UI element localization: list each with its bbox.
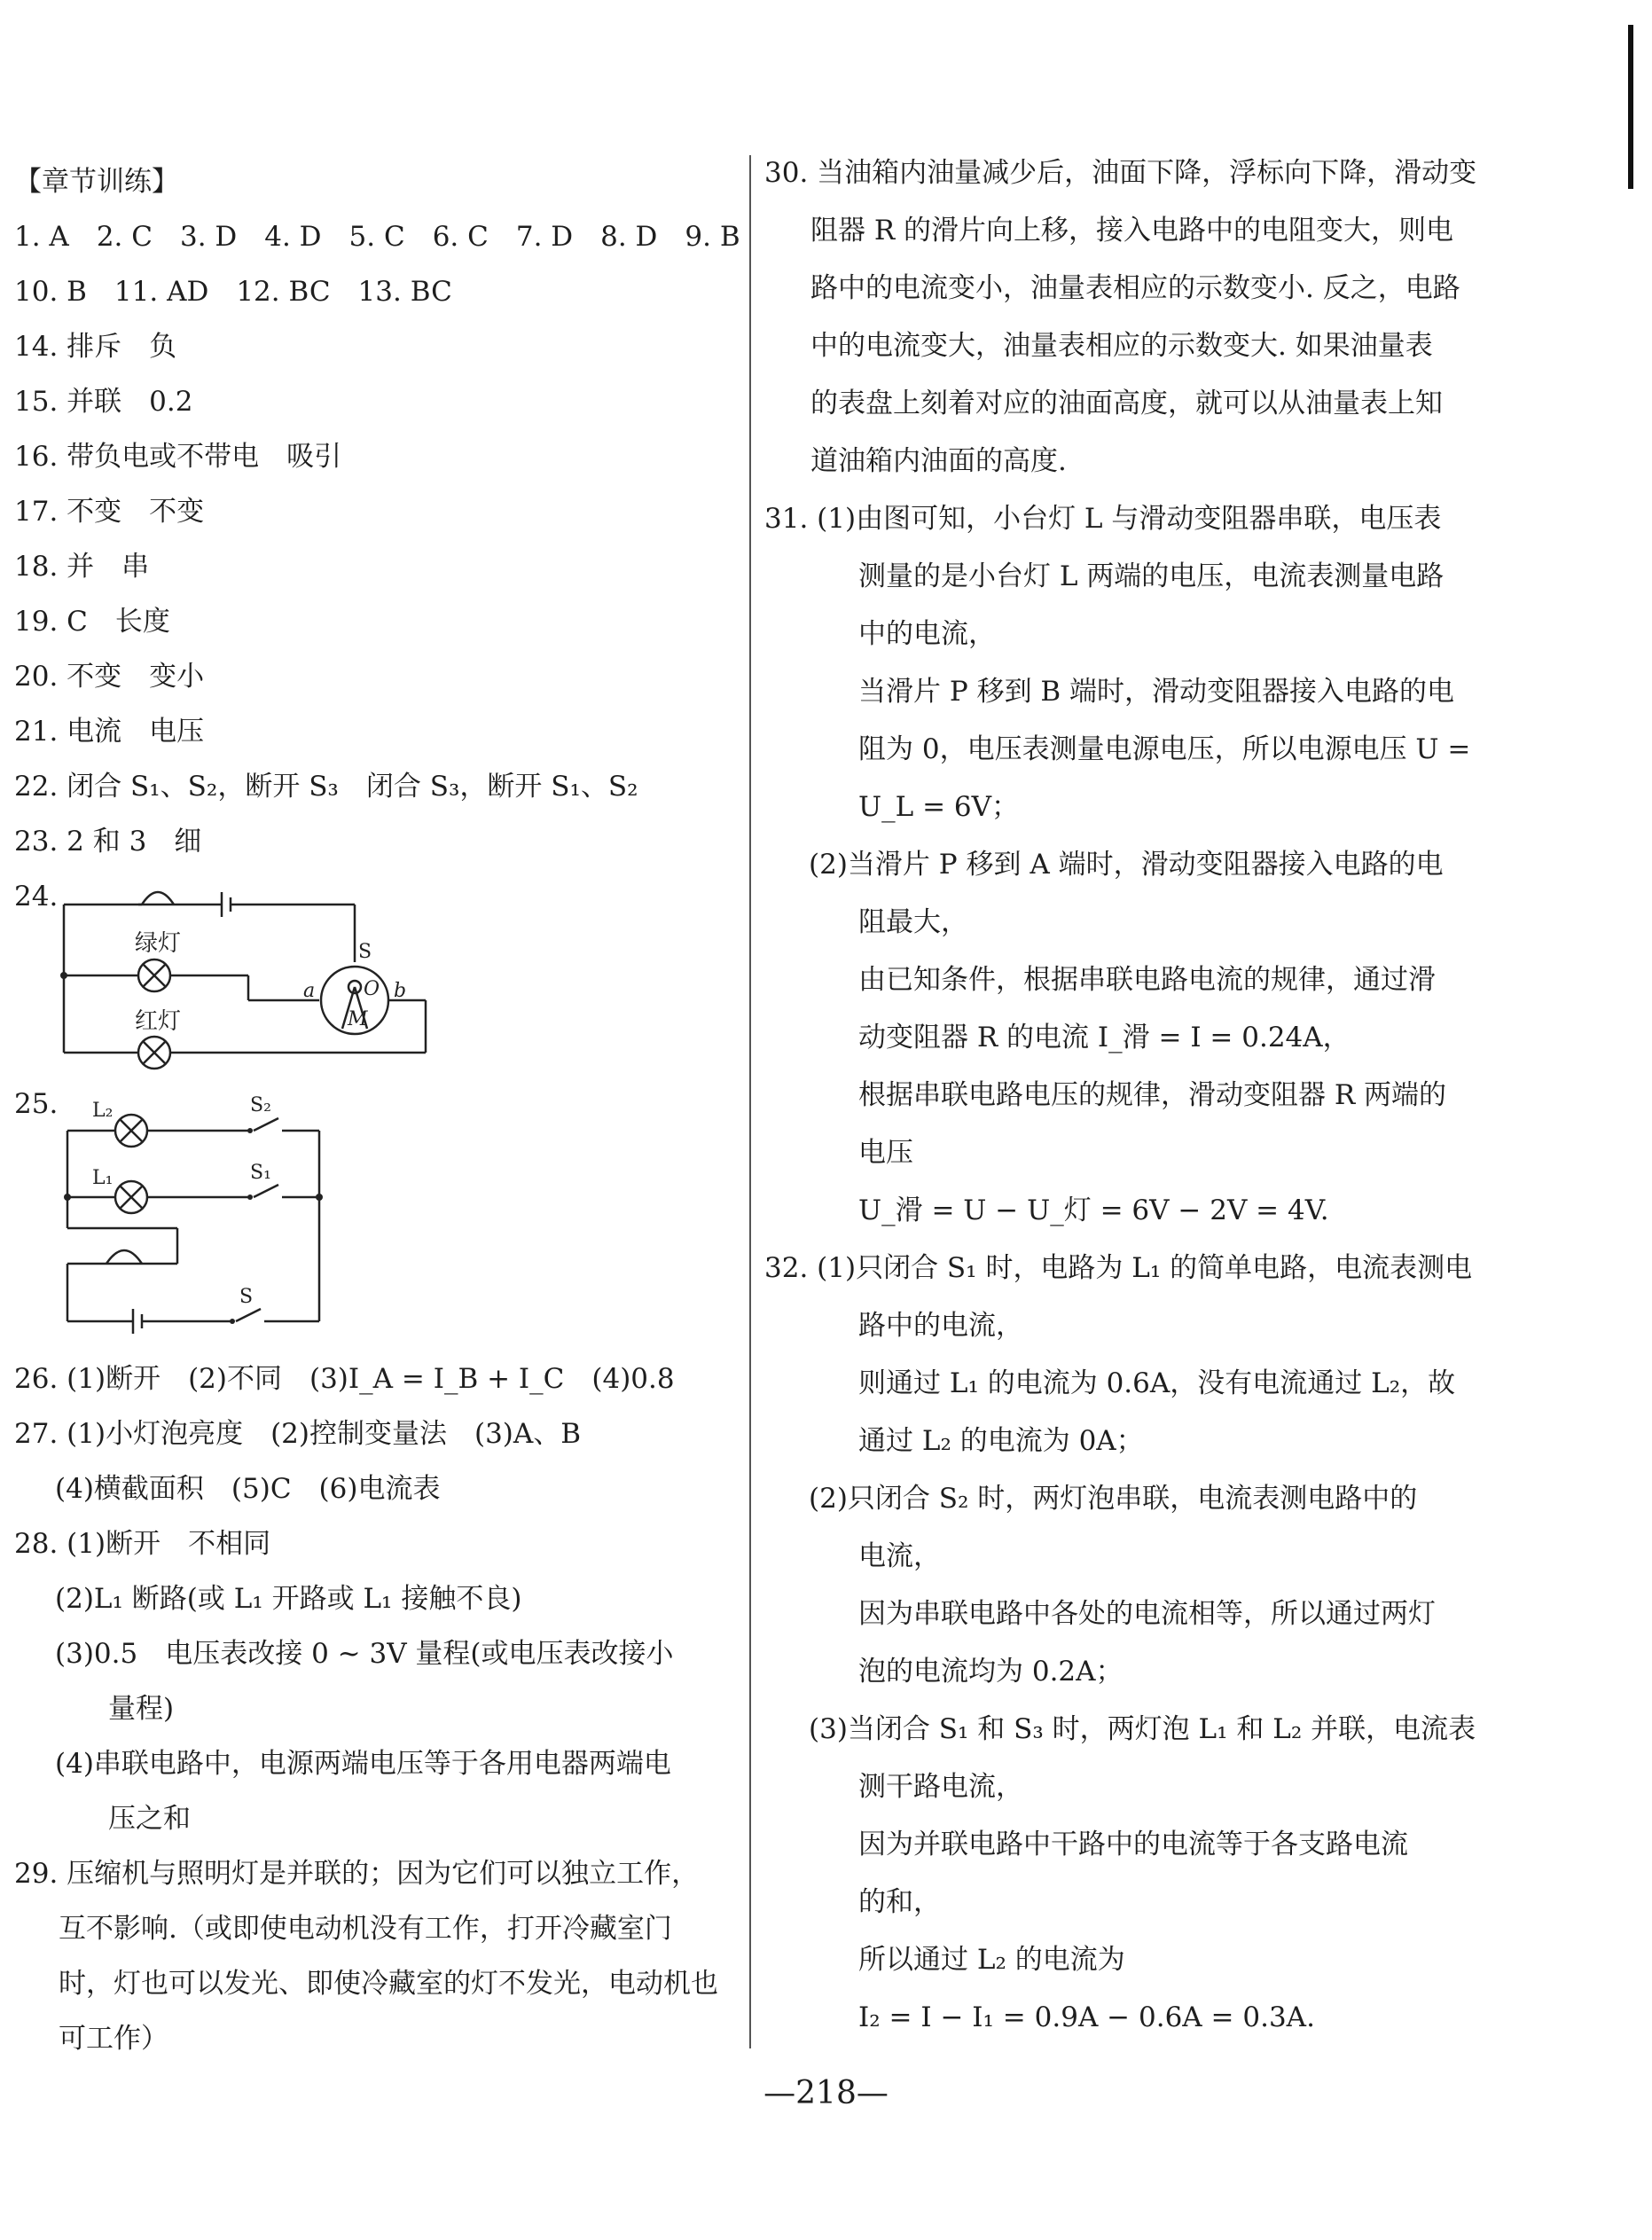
switch-contact [247, 1128, 253, 1133]
answers-10-13: 10. B 11. AD 12. BC 13. BC [14, 276, 452, 308]
red-lamp-label: 红灯 [135, 1008, 182, 1035]
answer-23: 23. 2 和 3 细 [14, 826, 202, 858]
contact-o-label: O [364, 978, 380, 1000]
answer-31-line5: 阻为 0，电压表测量电源电压，所以电源电压 U = [858, 733, 1471, 765]
answer-28-line1: 28. (1)断开 不相同 [14, 1528, 271, 1560]
answer-24-number: 24. [14, 881, 59, 912]
answer-32-line6: 电流， [858, 1540, 941, 1572]
answer-32-line11: 因为并联电路中干路中的电流等于各支路电流 [858, 1829, 1408, 1860]
answer-30-line2: 阻器 R 的滑片向上移，接入电路中的电阻变大，则电 [810, 215, 1454, 247]
answer-30-line6: 道油箱内油面的高度. [810, 445, 1067, 477]
contact-b-label: b [394, 980, 407, 1002]
answer-31-line9: 由已知条件，根据串联电路电流的规律，通过滑 [858, 964, 1436, 996]
circuit-diagram-24 [53, 869, 435, 1073]
answer-29-line4: 可工作） [59, 2023, 168, 2055]
answer-32-line2: 路中的电流， [858, 1310, 1023, 1342]
answer-29-line1: 29. 压缩机与照明灯是并联的；因为它们可以独立工作， [14, 1858, 700, 1890]
section-title: 【章节训练】 [14, 166, 179, 198]
answer-17: 17. 不变 不变 [14, 496, 205, 528]
answer-28-line5: (4)串联电路中，电源两端电压等于各用电器两端电 [55, 1748, 671, 1780]
answer-21: 21. 电流 电压 [14, 716, 205, 748]
s2-label: S₂ [250, 1094, 271, 1116]
answer-32-line1: 32. (1)只闭合 S₁ 时，电路为 L₁ 的简单电路，电流表测电 [764, 1252, 1473, 1284]
s-label: S [239, 1286, 254, 1308]
answer-22: 22. 闭合 S₁、S₂，断开 S₃ 闭合 S₃，断开 S₁、S₂ [14, 771, 638, 803]
circuit-24-svg [53, 869, 435, 1073]
answers-1-9: 1. A 2. C 3. D 4. D 5. C 6. C 7. D 8. D 9. B [14, 221, 740, 253]
answer-14: 14. 排斥 负 [14, 331, 177, 363]
answer-30-line3: 路中的电流变小，油量表相应的示数变小. 反之，电路 [810, 272, 1460, 304]
answer-30-line5: 的表盘上刻着对应的油面高度，就可以从油量表上知 [810, 388, 1443, 419]
answer-31-line1: 31. (1)由图可知，小台灯 L 与滑动变阻器串联，电压表 [764, 503, 1442, 535]
answer-29-line2: 互不影响.（或即使电动机没有工作，打开冷藏室门 [59, 1913, 672, 1945]
answer-31-line10: 动变阻器 R 的电流 I_滑 = I = 0.24A， [858, 1022, 1351, 1053]
junction-dot [60, 972, 67, 979]
switch-s-label: S [358, 941, 372, 963]
answer-28-line6: 压之和 [108, 1803, 191, 1835]
answer-15: 15. 并联 0.2 [14, 386, 193, 418]
answer-31-line6: U_L = 6V； [858, 791, 1020, 823]
answer-27-line1: 27. (1)小灯泡亮度 (2)控制变量法 (3)A、B [14, 1418, 582, 1450]
answer-32-line14: I₂ = I − I₁ = 0.9A − 0.6A = 0.3A. [858, 2001, 1315, 2033]
answer-32-line8: 泡的电流均为 0.2A； [858, 1656, 1124, 1688]
answer-26: 26. (1)断开 (2)不同 (3)I_A = I_B + I_C (4)0.8 [14, 1363, 675, 1395]
answer-19: 19. C 长度 [14, 606, 170, 638]
answer-31-line8: 阻最大， [858, 906, 968, 938]
answer-28-line3: (3)0.5 电压表改接 0 ~ 3V 量程(或电压表改接小 [55, 1638, 674, 1670]
answer-32-line7: 因为串联电路中各处的电流相等，所以通过两灯 [858, 1598, 1436, 1630]
green-lamp-label: 绿灯 [135, 930, 182, 957]
answer-31-line13: U_滑 = U − U_灯 = 6V − 2V = 4V. [858, 1194, 1329, 1226]
answer-16: 16. 带负电或不带电 吸引 [14, 441, 342, 473]
column-divider [749, 155, 751, 2048]
switch-contact [230, 1319, 235, 1324]
answer-32-line13: 所以通过 L₂ 的电流为 [858, 1944, 1125, 1976]
answer-27-line2: (4)横截面积 (5)C (6)电流表 [55, 1473, 441, 1505]
answer-20: 20. 不变 变小 [14, 661, 205, 693]
answer-32-line3: 则通过 L₁ 的电流为 0.6A，没有电流通过 L₂，故 [858, 1367, 1456, 1399]
answer-28-line4: 量程) [108, 1693, 175, 1725]
answer-30-line4: 中的电流变大，油量表相应的示数变大. 如果油量表 [810, 330, 1433, 362]
s1-label: S₁ [250, 1162, 271, 1184]
answer-28-line2: (2)L₁ 断路(或 L₁ 开路或 L₁ 接触不良) [55, 1583, 522, 1615]
answer-31-line12: 电压 [858, 1137, 913, 1169]
answer-30-line1: 30. 当油箱内油量减少后，油面下降，浮标向下降，滑动变 [764, 157, 1477, 189]
answer-32-line5: (2)只闭合 S₂ 时，两灯泡串联，电流表测电路中的 [809, 1483, 1418, 1515]
circuit-diagram-25 [53, 1086, 346, 1335]
answer-18: 18. 并 串 [14, 551, 150, 583]
junction-dot [64, 1194, 71, 1201]
answer-31-line2: 测量的是小台灯 L 两端的电压，电流表测量电路 [858, 560, 1445, 592]
answer-31-line7: (2)当滑片 P 移到 A 端时，滑动变阻器接入电路的电 [809, 849, 1444, 881]
answer-29-line3: 时，灯也可以发光、即使冷藏室的灯不发光，电动机也 [59, 1968, 718, 2000]
switch-contact [247, 1194, 253, 1200]
contact-a-label: a [303, 980, 316, 1002]
l2-label: L₂ [92, 1100, 114, 1122]
answer-31-line3: 中的电流， [858, 618, 996, 650]
answer-32-line12: 的和， [858, 1886, 941, 1918]
junction-dot [316, 1194, 323, 1201]
answer-25-number: 25. [14, 1088, 59, 1120]
answer-31-line11: 根据串联电路电压的规律，滑动变阻器 R 两端的 [858, 1079, 1447, 1111]
l1-label: L₁ [92, 1167, 114, 1189]
motor-m-label: M [348, 1008, 368, 1030]
page-number: —218— [763, 2075, 889, 2111]
circuit-25-svg [53, 1086, 346, 1335]
page-edge-line [1628, 25, 1633, 189]
answer-32-line4: 通过 L₂ 的电流为 0A； [858, 1425, 1144, 1457]
answer-32-line10: 测干路电流， [858, 1771, 1023, 1803]
answer-31-line4: 当滑片 P 移到 B 端时，滑动变阻器接入电路的电 [858, 676, 1455, 708]
answer-32-line9: (3)当闭合 S₁ 和 S₃ 时，两灯泡 L₁ 和 L₂ 并联，电流表 [809, 1713, 1476, 1745]
